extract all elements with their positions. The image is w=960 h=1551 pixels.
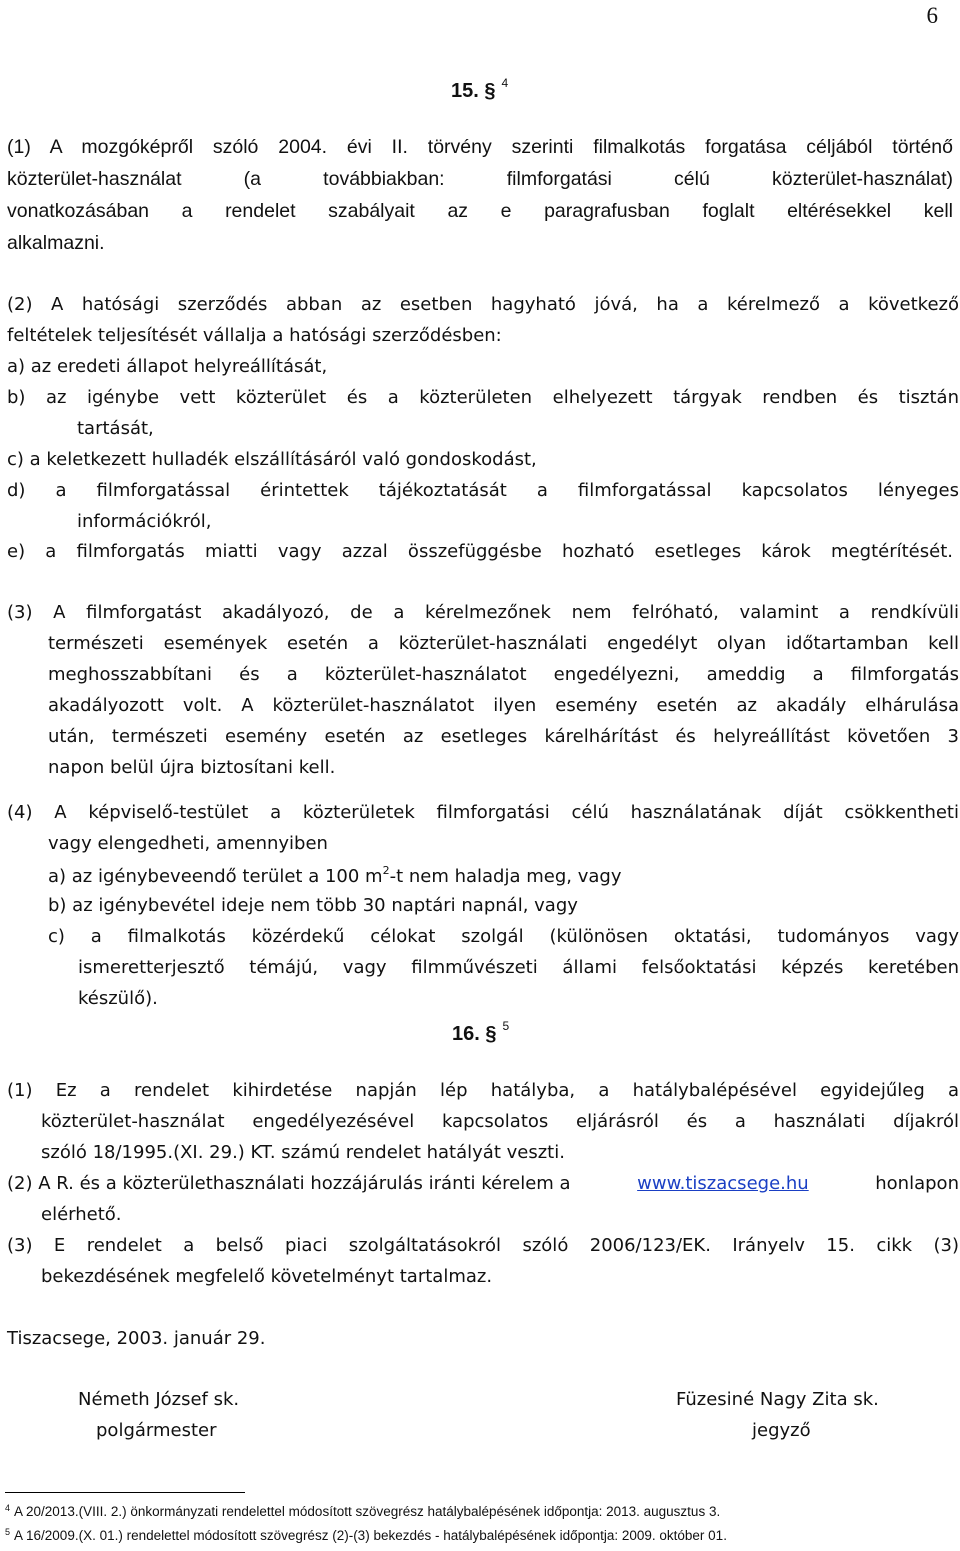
- sec15-p2-item-b-cont: tartását,: [77, 418, 154, 439]
- sec16-p2-text: (2) A R. és a közterülethasználati hozzájárulás iránti kérelem a: [7, 1173, 571, 1194]
- sec15-p3-line1: (3) A filmforgatást akadályozó, de a kérelmezőnek nem felróható, valamint a rendkívüli: [7, 602, 959, 623]
- signature-mayor-title: polgármester: [96, 1420, 217, 1441]
- sec15-p1-line1: (1) A mozgóképről szóló 2004. évi II. törvény szerinti filmalkotás forgatása céljából történő: [7, 136, 953, 158]
- sec16-p3-line2: bekezdésének megfelelő követelményt tartalmaz.: [41, 1266, 493, 1287]
- sec15-p2-item-e: e) a filmforgatás miatti vagy azzal összefüggésbe hozható esetleges károk megtérítését.: [7, 541, 953, 562]
- sec15-p2-item-a: a) az eredeti állapot helyreállítását,: [7, 356, 328, 377]
- footnote-ref-4: 4: [501, 76, 509, 90]
- section-16-title: 16. §: [452, 1023, 497, 1045]
- footnote-5-text: A 16/2009.(X. 01.) rendelettel módosított szövegrész (2)-(3) bekezdés - hatálybalépésének időpontja: 2009. október 01.: [14, 1528, 727, 1543]
- footnote-ref-5: 5: [502, 1019, 510, 1033]
- signature-notary-name: Füzesiné Nagy Zita sk.: [676, 1389, 879, 1410]
- footnote-separator: [5, 1492, 245, 1493]
- sec16-p2-text-after: honlapon: [875, 1173, 959, 1194]
- sec15-p4-item-a-text: a) az igénybeveendő terület a 100 m: [48, 866, 383, 887]
- section-15-title: 15. §: [451, 80, 496, 102]
- section-16-heading: [452, 1019, 509, 1046]
- sec15-p1-line4: alkalmazni.: [7, 232, 105, 254]
- footnote-5: [5, 1527, 727, 1543]
- tiszacsege-website-link[interactable]: www.tiszacsege.hu: [637, 1173, 809, 1194]
- sec15-p3-line4: akadályozott volt. A közterület-használatot ilyen esemény esetén az akadály elhárulása: [48, 695, 959, 716]
- sec15-p4-item-c-cont1: ismeretterjesztő témájú, vagy filmművészeti állami felsőoktatási képzés keretében: [78, 957, 959, 978]
- sec15-p2-item-c: c) a keletkezett hulladék elszállításáról való gondoskodást,: [7, 449, 537, 470]
- sec15-p4-line1: (4) A képviselő-testület a közterületek filmforgatási célú használatának díját csökkentheti: [7, 802, 959, 823]
- sec15-p2-item-d: d) a filmforgatással érintettek tájékoztatását a filmforgatással kapcsolatos lényeges: [7, 480, 959, 501]
- footnote-4-text: A 20/2013.(VIII. 2.) önkormányzati rendelettel módosított szövegrész hatálybalépésének időpontja: 2013. augusztus 3.: [14, 1504, 721, 1519]
- sec16-p2-line1: [7, 1173, 959, 1194]
- sec15-p2-line2: feltételek teljesítését vállalja a hatósági szerződésben:: [7, 325, 502, 346]
- sec15-p4-item-c-cont2: készülő).: [78, 988, 158, 1009]
- square-superscript: 2: [382, 864, 390, 877]
- footnote-4: [5, 1503, 720, 1519]
- sec15-p4-item-c: c) a filmalkotás közérdekű célokat szolgál (különösen oktatási, tudományos vagy: [48, 926, 959, 947]
- sec15-p3-line2: természeti események esetén a közterület-használati engedélyt olyan időtartamban kell: [48, 633, 959, 654]
- sec16-p3-line1: (3) E rendelet a belső piaci szolgáltatásokról szóló 2006/123/EK. Irányelv 15. cikk (3): [7, 1235, 959, 1256]
- sec15-p2-line1: (2) A hatósági szerződés abban az esetben hagyható jóvá, ha a kérelmező a következő: [7, 294, 959, 315]
- footnote-5-number: 5: [5, 1527, 11, 1537]
- sec15-p3-line6: napon belül újra biztosítani kell.: [48, 757, 336, 778]
- sec15-p2-item-d-cont: információkról,: [77, 511, 212, 532]
- page-number: 6: [926, 3, 938, 28]
- sec15-p1-line3: vonatkozásában a rendelet szabályait az e paragrafusban foglalt eltérésekkel kell: [7, 200, 953, 222]
- sec16-p1-line3: szóló 18/1995.(XI. 29.) KT. számú rendelet hatályát veszti.: [41, 1142, 565, 1163]
- place-and-date: Tiszacsege, 2003. január 29.: [7, 1328, 266, 1349]
- sec15-p1-line2: közterület-használat (a továbbiakban: filmforgatási célú közterület-használat): [7, 168, 953, 190]
- sec16-p2-line2: elérhető.: [41, 1204, 122, 1225]
- signature-notary-title: jegyző: [752, 1420, 811, 1441]
- sec15-p4-item-b: b) az igénybevétel ideje nem több 30 naptári napnál, vagy: [48, 895, 578, 916]
- sec15-p2-item-b: b) az igénybe vett közterület és a közterületen elhelyezett tárgyak rendben és tisztán: [7, 387, 959, 408]
- sec15-p3-line3: meghosszabbítani és a közterület-használatot engedélyezni, ameddig a filmforgatás: [48, 664, 959, 685]
- sec15-p3-line5: után, természeti esemény esetén az esetleges kárelhárítást és helyreállítást követően 3: [48, 726, 959, 747]
- sec16-p1-line1: (1) Ez a rendelet kihirdetése napján lép hatályba, a hatálybalépésével egyidejűleg a: [7, 1080, 959, 1101]
- sec15-p4-line2: vagy elengedheti, amennyiben: [48, 833, 328, 854]
- signature-mayor-name: Németh József sk.: [78, 1389, 240, 1410]
- section-15-heading: [451, 76, 508, 103]
- sec15-p4-item-a: [48, 864, 621, 887]
- sec15-p4-item-a-rest: -t nem haladja meg, vagy: [389, 866, 622, 887]
- footnote-4-number: 4: [5, 1503, 11, 1513]
- sec16-p1-line2: közterület-használat engedélyezésével kapcsolatos eljárásról és a használati díjakról: [41, 1111, 959, 1132]
